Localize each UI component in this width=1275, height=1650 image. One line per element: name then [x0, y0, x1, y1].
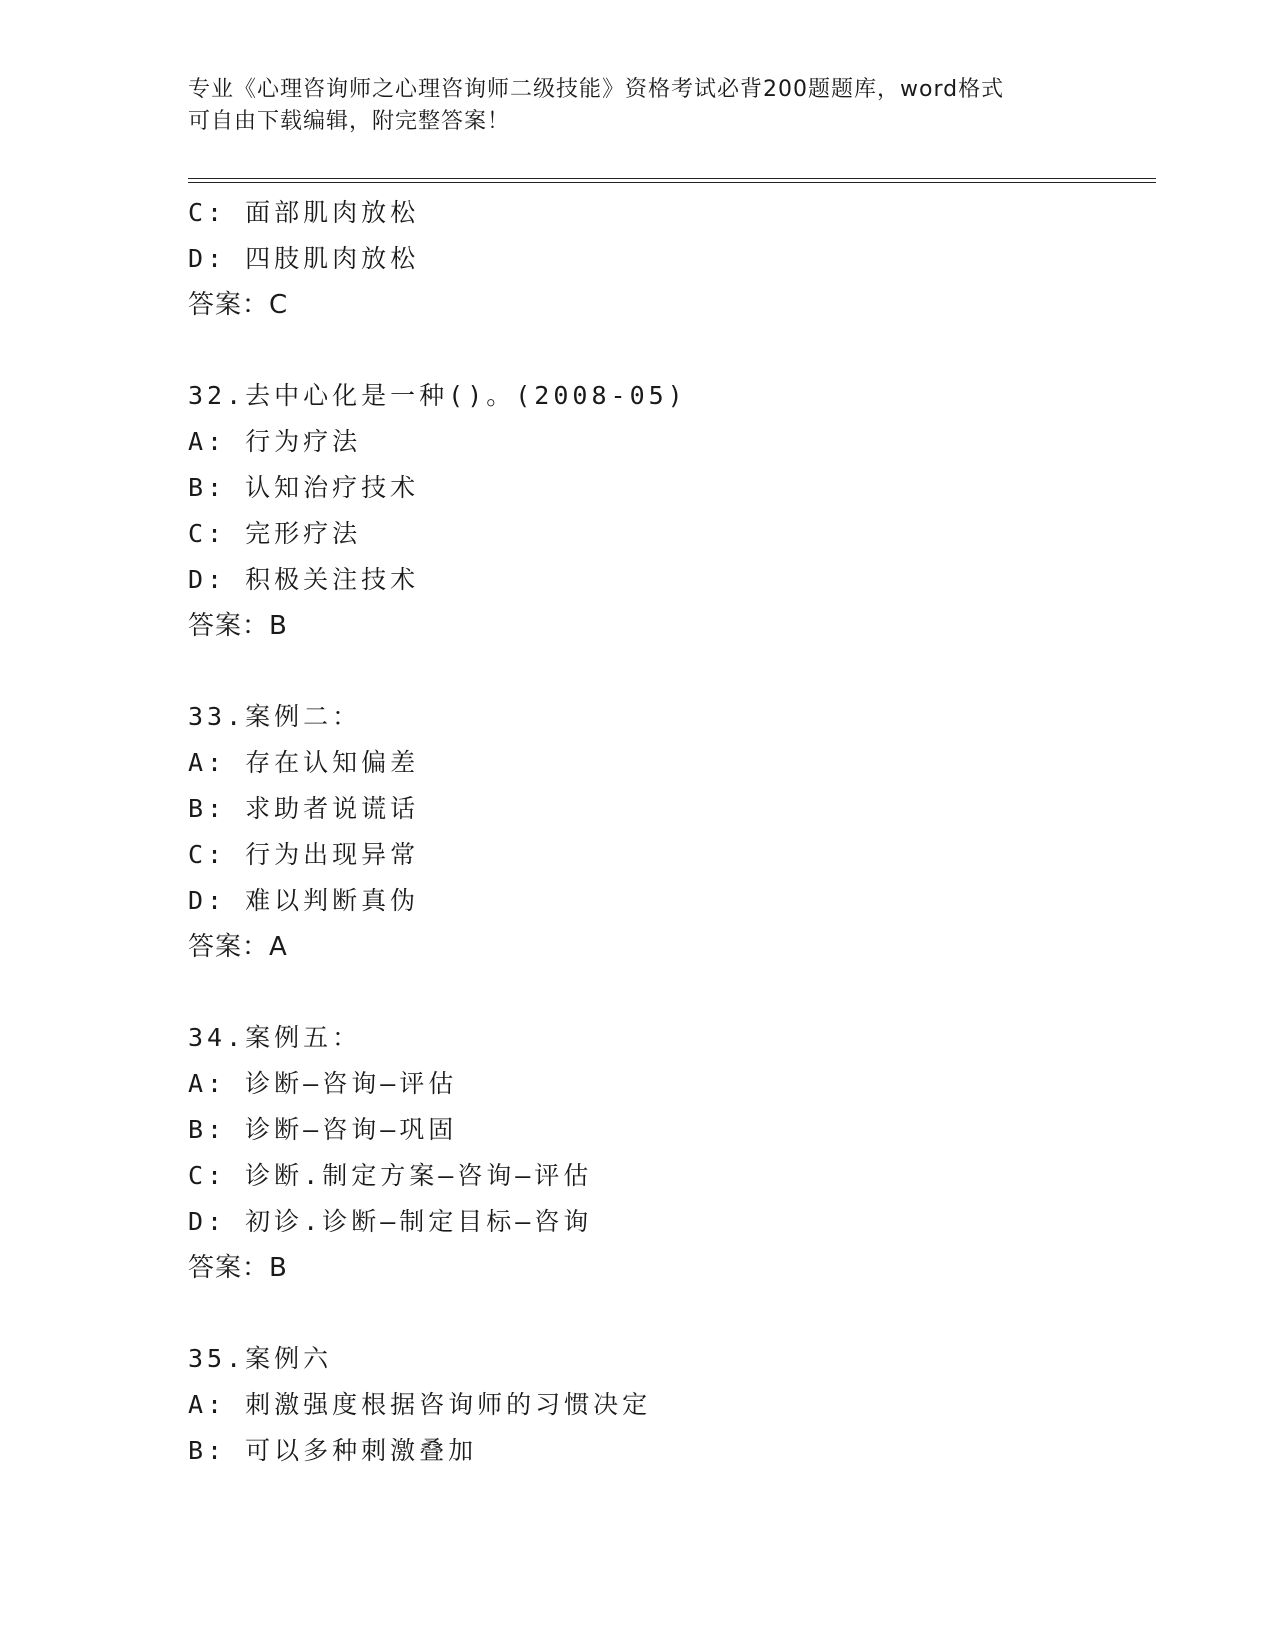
question-32 [188, 373, 1148, 649]
option-a: A: 行为疗法 [188, 427, 362, 456]
option-c: C: 完形疗法 [188, 519, 362, 548]
header-subtitle-line: 可自由下载编辑，附完整答案！ [188, 109, 511, 134]
question-33 [188, 694, 1148, 970]
question-31 [188, 190, 1148, 328]
question-stem: 34.案例五： [188, 1023, 362, 1052]
answer-line: 答案：B [188, 1253, 288, 1283]
question-spacer [188, 1291, 1148, 1336]
option-c: C: 面部肌肉放松 [188, 198, 420, 227]
answer-line: 答案：B [188, 611, 288, 641]
question-spacer [188, 970, 1148, 1015]
option-d: D: 初诊.诊断—制定目标—咨询 [188, 1207, 593, 1236]
option-b: B: 求助者说谎话 [188, 794, 420, 823]
answer-line: 答案：C [188, 290, 289, 320]
question-spacer [188, 328, 1148, 373]
answer-line: 答案：A [188, 932, 288, 962]
question-34 [188, 1015, 1148, 1291]
option-b: B: 认知治疗技术 [188, 473, 420, 502]
option-b: B: 可以多种刺激叠加 [188, 1436, 478, 1465]
document-header [188, 74, 1088, 138]
option-c: C: 行为出现异常 [188, 840, 420, 869]
option-a: A: 刺激强度根据咨询师的习惯决定 [188, 1390, 652, 1419]
question-35 [188, 1336, 1148, 1474]
option-c: C: 诊断.制定方案—咨询—评估 [188, 1161, 593, 1190]
option-d: D: 四肢肌肉放松 [188, 244, 420, 273]
question-stem: 33.案例二： [188, 702, 362, 731]
question-spacer [188, 649, 1148, 694]
option-a: A: 诊断—咨询—评估 [188, 1069, 458, 1098]
question-list [188, 190, 1148, 1474]
header-divider [188, 178, 1156, 183]
question-stem: 35.案例六 [188, 1344, 333, 1373]
option-a: A: 存在认知偏差 [188, 748, 420, 777]
option-d: D: 积极关注技术 [188, 565, 420, 594]
header-title-line: 专业《心理咨询师之心理咨询师二级技能》资格考试必背200题题库，word格式 [188, 77, 1005, 102]
option-d: D: 难以判断真伪 [188, 886, 420, 915]
question-stem: 32.去中心化是一种()。(2008-05) [188, 381, 687, 410]
option-b: B: 诊断—咨询—巩固 [188, 1115, 458, 1144]
